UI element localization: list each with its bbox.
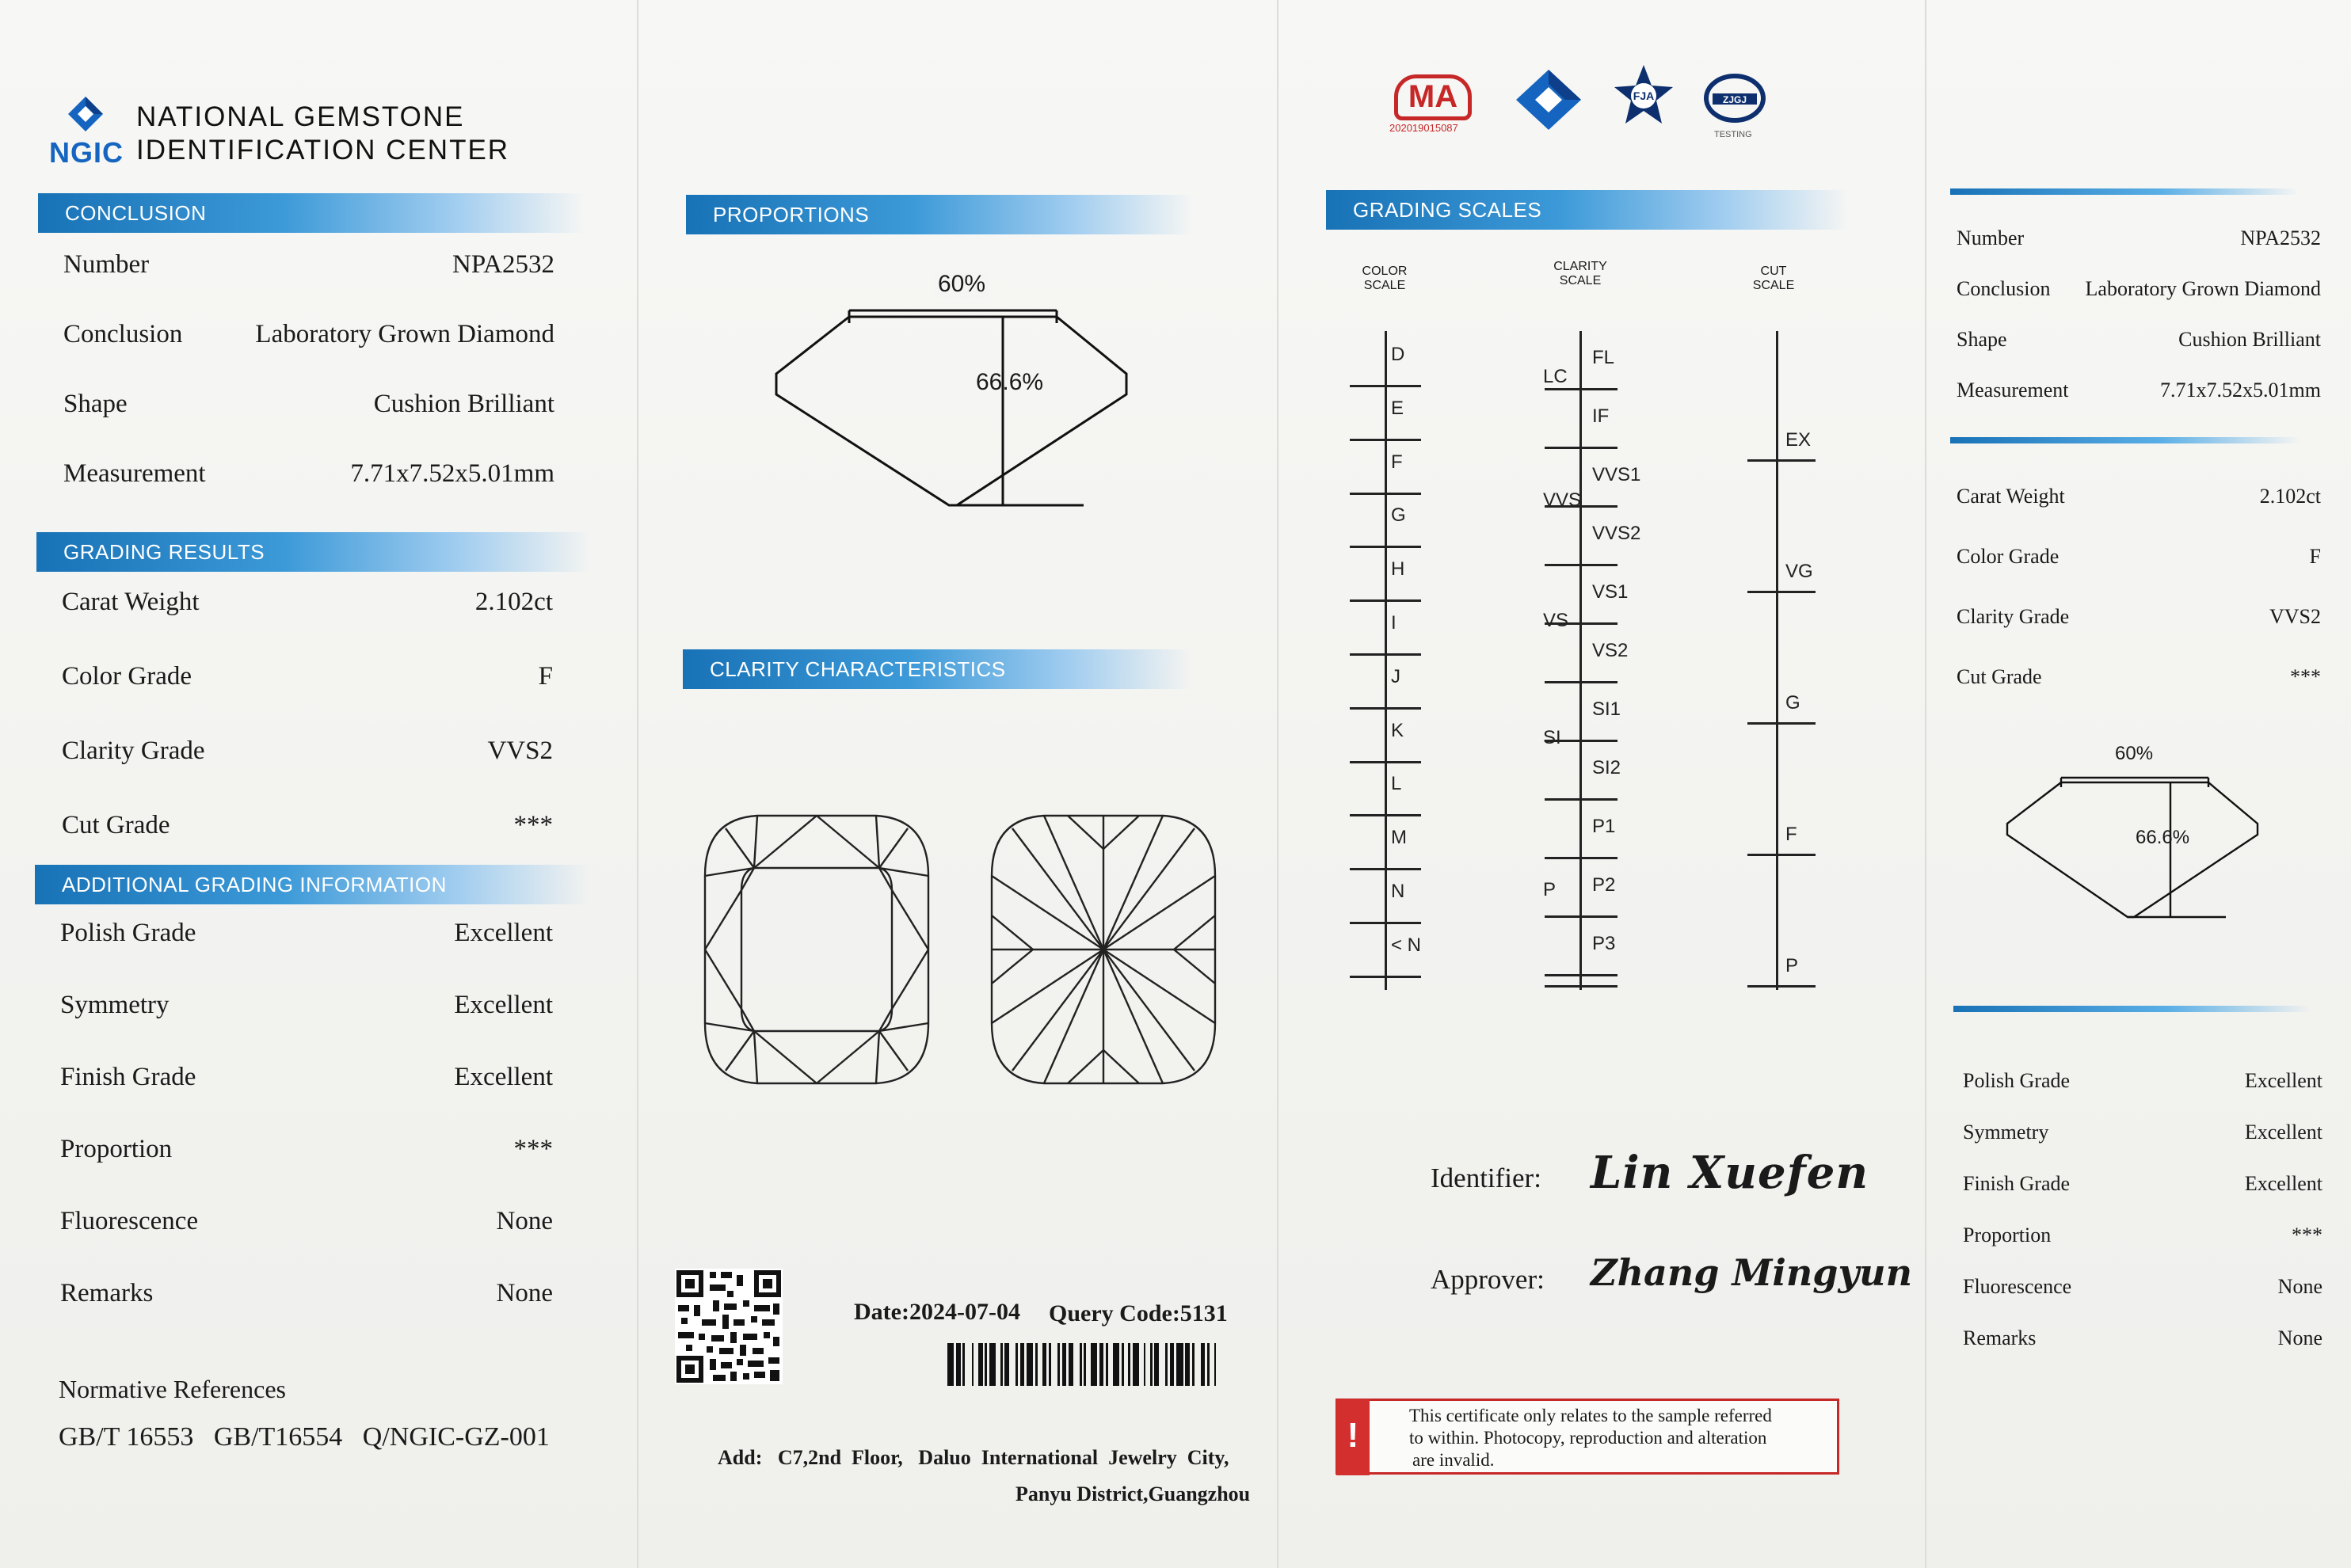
- query-code: Query Code:5131: [1049, 1300, 1228, 1326]
- clarity-scale-grade: SI1: [1592, 698, 1621, 720]
- fja-star-icon: [1613, 63, 1675, 127]
- clarity-plot-pavilion: [989, 813, 1218, 1087]
- fold-line-3: [1925, 0, 1926, 1568]
- zjgj-logo-icon: [1703, 73, 1766, 125]
- identifier-label: Identifier:: [1431, 1163, 1541, 1193]
- stub-extra-row-value: ***: [2292, 1224, 2322, 1246]
- proportion-diagram: [768, 261, 1133, 515]
- grading-row-value: F: [538, 662, 553, 691]
- clarity-scale-tick: [1545, 985, 1618, 988]
- cut-scale-tick: [1747, 985, 1816, 988]
- additional-row-label: Remarks: [60, 1279, 154, 1307]
- color-scale-tick: [1350, 546, 1421, 548]
- barcode-bar: [1051, 1343, 1057, 1386]
- stub-grade-row-label: Color Grade: [1957, 545, 2060, 568]
- clarity-scale-axis: [1579, 331, 1582, 990]
- clarity-scale-tick: [1545, 388, 1618, 390]
- conclusion-row-label: Shape: [63, 390, 128, 418]
- additional-row-value: Excellent: [454, 991, 553, 1019]
- additional-row-label: Polish Grade: [60, 919, 196, 947]
- qr-code-icon[interactable]: [675, 1269, 783, 1384]
- stub-extra-row: [1963, 1069, 2322, 1093]
- notice-box: [1336, 1399, 1839, 1475]
- conclusion-row-label: Measurement: [63, 459, 206, 488]
- stub-extra-row-label: Polish Grade: [1963, 1069, 2071, 1092]
- address-line1: Add: C7,2nd Floor, Daluo International Jewelry City,: [718, 1446, 1229, 1469]
- stub-row-label: Number: [1957, 226, 2025, 249]
- clarity-scale-tick: [1545, 974, 1618, 976]
- stub-proportion-table: 60%: [2115, 743, 2154, 764]
- stub-grade-row-value: VVS2: [2269, 605, 2321, 628]
- cut-scale-grade: P: [1785, 955, 1799, 976]
- color-scale-tick: [1350, 814, 1421, 816]
- cut-scale-title: [1746, 265, 1801, 293]
- color-scale-axis: [1385, 331, 1387, 990]
- clarity-scale-grade: FL: [1592, 347, 1615, 368]
- grading-row-label: Cut Grade: [62, 811, 170, 839]
- color-scale-grade: D: [1391, 344, 1405, 365]
- notice-line2: to within. Photocopy, reproduction and alteration: [1409, 1428, 1767, 1448]
- color-scale-tick: [1350, 976, 1421, 978]
- color-scale-tick: [1350, 707, 1421, 710]
- clarity-scale-grade: P1: [1592, 816, 1616, 837]
- color-scale-tick: [1350, 761, 1421, 763]
- stub-grade-row-value: F: [2309, 545, 2321, 568]
- org-name-line1: NATIONAL GEMSTONE: [136, 101, 465, 132]
- normative-refs: GB/T 16553 GB/T16554 Q/NGIC-GZ-001: [59, 1422, 550, 1452]
- stub-extra-row: [1963, 1121, 2322, 1144]
- stub-grade-row: [1957, 485, 2321, 508]
- cut-scale-tick: [1747, 459, 1816, 462]
- conclusion-row: [63, 459, 554, 489]
- clarity-scale-tick: [1545, 857, 1618, 859]
- cut-scale-title-2: SCALE: [1752, 279, 1795, 292]
- cut-scale-tick: [1747, 722, 1816, 725]
- clarity-scale-grade: VVS1: [1592, 464, 1641, 485]
- barcode-bar: [965, 1343, 971, 1386]
- conclusion-row: [63, 250, 554, 280]
- stub-extra-row: [1963, 1224, 2322, 1247]
- section-clarity-characteristics: CLARITY CHARACTERISTICS: [683, 649, 1190, 689]
- additional-row: [60, 919, 553, 948]
- additional-row: [60, 1135, 553, 1164]
- testing-text: TESTING: [1714, 130, 1752, 139]
- additional-row: [60, 991, 553, 1020]
- stub-grade-row-label: Cut Grade: [1957, 665, 2042, 688]
- color-scale-title-2: SCALE: [1363, 279, 1406, 292]
- barcode-bar: [1073, 1343, 1080, 1386]
- stub-grade-row: [1957, 665, 2321, 689]
- conclusion-row: [63, 320, 554, 349]
- conclusion-row-label: Number: [63, 250, 150, 279]
- color-scale-tick: [1350, 922, 1421, 924]
- cma-text: MA: [1408, 79, 1458, 114]
- stub-row-label: Shape: [1957, 328, 2007, 351]
- color-scale-grade: I: [1391, 612, 1397, 634]
- color-scale-tick: [1350, 599, 1421, 602]
- notice-line1: This certificate only relates to the sample referred: [1409, 1406, 1772, 1425]
- stub-divider-mid: [1950, 437, 2299, 443]
- stub-row: [1957, 277, 2321, 301]
- additional-row-label: Fluorescence: [60, 1207, 199, 1235]
- additional-row-value: Excellent: [454, 919, 553, 947]
- stub-proportion-diagram: [2004, 760, 2265, 934]
- barcode-bar: [1176, 1343, 1183, 1386]
- stub-row: [1957, 328, 2321, 352]
- stub-extra-row-value: Excellent: [2244, 1069, 2322, 1092]
- color-scale-tick: [1350, 868, 1421, 870]
- clarity-scale-grade: P3: [1592, 933, 1616, 954]
- additional-row: [60, 1279, 553, 1308]
- grading-row: [62, 662, 553, 691]
- color-scale-grade: < N: [1391, 934, 1422, 956]
- stub-row-value: Cushion Brilliant: [2178, 328, 2321, 351]
- cut-scale-tick: [1747, 591, 1816, 593]
- stub-extra-row-value: Excellent: [2244, 1121, 2322, 1144]
- conclusion-row-value: NPA2532: [452, 250, 554, 279]
- stub-row-value: Laboratory Grown Diamond: [2085, 277, 2321, 300]
- cut-scale-tick: [1747, 854, 1816, 856]
- proportion-table: 60%: [935, 271, 989, 298]
- fja-text: FJA: [1633, 89, 1655, 102]
- stub-row: [1957, 226, 2321, 250]
- address-line2: Panyu District,Guangzhou: [1015, 1482, 1251, 1505]
- clarity-scale-group: VVS: [1543, 489, 1582, 511]
- clarity-scale-grade: IF: [1592, 405, 1610, 427]
- stub-grade-row-label: Carat Weight: [1957, 485, 2065, 508]
- clarity-scale-grade: VVS2: [1592, 523, 1641, 544]
- color-scale-grade: H: [1391, 558, 1405, 580]
- additional-row: [60, 1207, 553, 1236]
- additional-row: [60, 1063, 553, 1092]
- barcode-bar: [1133, 1343, 1139, 1386]
- normative-title: Normative References: [59, 1375, 286, 1403]
- color-scale-grade: N: [1391, 881, 1405, 902]
- stub-extra-row: [1963, 1326, 2322, 1350]
- barcode-bar: [989, 1343, 996, 1386]
- color-scale-title-1: COLOR: [1362, 265, 1408, 278]
- clarity-scale-tick: [1545, 564, 1618, 566]
- cut-scale-grade: EX: [1785, 429, 1812, 451]
- org-name-line2: IDENTIFICATION CENTER: [136, 135, 510, 166]
- additional-row-value: Excellent: [454, 1063, 553, 1091]
- color-scale-tick: [1350, 493, 1421, 495]
- grading-row: [62, 588, 553, 617]
- approver-label: Approver:: [1431, 1264, 1545, 1295]
- clarity-scale-grade: VS2: [1592, 640, 1629, 661]
- additional-row-label: Finish Grade: [60, 1063, 196, 1091]
- clarity-scale-grade: SI2: [1592, 757, 1621, 778]
- grading-row: [62, 736, 553, 766]
- grading-row-value: ***: [513, 811, 553, 839]
- barcode-bar: [1027, 1343, 1033, 1386]
- stub-extra-row-label: Finish Grade: [1963, 1172, 2071, 1195]
- ngic-logo-text: NGIC: [49, 136, 124, 169]
- stub-extra-row-label: Remarks: [1963, 1326, 2037, 1349]
- color-scale-grade: K: [1391, 719, 1404, 741]
- conclusion-row-value: 7.71x7.52x5.01mm: [350, 459, 554, 488]
- clarity-scale-group: P: [1543, 879, 1557, 900]
- color-scale-grade: J: [1391, 665, 1400, 687]
- stub-grade-row-label: Clarity Grade: [1957, 605, 2070, 628]
- stub-row-label: Conclusion: [1957, 277, 2051, 300]
- stub-row-value: NPA2532: [2240, 226, 2321, 249]
- barcode-bar: [1091, 1343, 1097, 1386]
- stub-grade-row: [1957, 605, 2321, 629]
- color-scale-grade: E: [1391, 397, 1404, 419]
- ngic-logo-icon: [55, 95, 116, 139]
- notice-line3: are invalid.: [1412, 1450, 1495, 1470]
- additional-row-value: None: [496, 1279, 553, 1307]
- clarity-scale-grade: VS1: [1592, 581, 1629, 603]
- conclusion-row-value: Cushion Brilliant: [373, 390, 554, 418]
- stub-grade-row: [1957, 545, 2321, 569]
- clarity-plot-crown: [702, 813, 932, 1087]
- section-additional: ADDITIONAL GRADING INFORMATION: [35, 865, 589, 904]
- warning-icon: [1336, 1399, 1370, 1475]
- cma-logo-icon: [1394, 74, 1472, 120]
- grading-row: [62, 811, 553, 840]
- additional-row-label: Symmetry: [60, 991, 170, 1019]
- zjgj-text: ZJGJ: [1722, 94, 1747, 105]
- stub-extra-row-label: Symmetry: [1963, 1121, 2049, 1144]
- clarity-scale-title-1: CLARITY: [1553, 260, 1607, 273]
- color-scale-tick: [1350, 653, 1421, 656]
- color-scale-tick: [1350, 385, 1421, 387]
- additional-row-value: ***: [513, 1135, 553, 1163]
- clarity-scale-grade: P2: [1592, 874, 1616, 896]
- fold-line-2: [1277, 0, 1278, 1568]
- stub-extra-row: [1963, 1172, 2322, 1196]
- section-proportions: PROPORTIONS: [686, 195, 1193, 234]
- section-grading-scales: GRADING SCALES: [1326, 190, 1849, 230]
- stub-row-label: Measurement: [1957, 379, 2069, 402]
- stub-extra-row-value: None: [2277, 1326, 2322, 1349]
- stub-divider-top: [1950, 188, 2299, 195]
- color-scale-grade: G: [1391, 504, 1406, 527]
- cut-scale-grade: F: [1785, 824, 1797, 845]
- stub-grade-row-value: ***: [2290, 665, 2321, 688]
- clarity-scale-group: LC: [1543, 366, 1568, 387]
- cut-scale-grade: G: [1785, 692, 1800, 714]
- barcode-bar: [1216, 1343, 1222, 1386]
- stub-extra-row-label: Fluorescence: [1963, 1275, 2072, 1298]
- approver-signature: Zhang Mingyun: [1591, 1251, 1913, 1294]
- proportion-depth: 66.6%: [976, 369, 1044, 395]
- color-scale-tick: [1350, 439, 1421, 441]
- clarity-scale-title-2: SCALE: [1559, 274, 1602, 287]
- cut-scale-grade: VG: [1785, 561, 1813, 582]
- warning-mark: !: [1347, 1416, 1359, 1455]
- barcode-bar: [1159, 1343, 1165, 1386]
- section-grading-results: GRADING RESULTS: [36, 532, 591, 572]
- stub-proportion-depth: 66.6%: [2136, 827, 2190, 848]
- color-scale-grade: M: [1391, 827, 1407, 849]
- issue-date: Date:2024-07-04: [854, 1299, 1020, 1325]
- clarity-scale-title: [1545, 260, 1616, 288]
- grading-row-label: Color Grade: [62, 662, 192, 691]
- clarity-scale-group: SI: [1543, 727, 1561, 748]
- grading-row-label: Clarity Grade: [62, 736, 205, 765]
- barcode-bar: [1113, 1343, 1119, 1386]
- barcode-bar: [947, 1343, 954, 1386]
- grading-row-label: Carat Weight: [62, 588, 200, 616]
- stub-row: [1957, 379, 2321, 402]
- stub-extra-row-value: Excellent: [2244, 1172, 2322, 1195]
- cut-scale-axis: [1776, 331, 1778, 990]
- clarity-scale-group: VS: [1543, 610, 1569, 631]
- clarity-scale-tick: [1545, 447, 1618, 449]
- clarity-scale-tick: [1545, 681, 1618, 683]
- fold-line-1: [637, 0, 638, 1568]
- stub-extra-row-value: None: [2277, 1275, 2322, 1298]
- barcode[interactable]: [947, 1343, 1223, 1386]
- stub-extra-row: [1963, 1275, 2322, 1299]
- stub-grade-row-value: 2.102ct: [2259, 485, 2321, 508]
- color-scale-grade: L: [1391, 773, 1402, 795]
- stub-extra-row-label: Proportion: [1963, 1224, 2052, 1246]
- grading-row-value: 2.102ct: [474, 588, 553, 616]
- color-scale-title: [1353, 265, 1416, 293]
- conclusion-row-label: Conclusion: [63, 320, 183, 348]
- additional-row-label: Proportion: [60, 1135, 173, 1163]
- grading-row-value: VVS2: [487, 736, 553, 765]
- barcode-bar: [1195, 1343, 1201, 1386]
- clarity-scale-tick: [1545, 915, 1618, 918]
- identifier-signature: Lin Xuefen: [1591, 1147, 1869, 1199]
- conclusion-row: [63, 390, 554, 419]
- section-conclusion: CONCLUSION: [38, 193, 585, 233]
- barcode-bar: [1009, 1343, 1015, 1386]
- additional-row-value: None: [496, 1207, 553, 1235]
- cut-scale-title-1: CUT: [1760, 265, 1787, 278]
- clarity-scale-tick: [1545, 798, 1618, 801]
- conclusion-row-value: Laboratory Grown Diamond: [255, 320, 554, 348]
- cma-number: 202019015087: [1389, 122, 1458, 134]
- stub-row-value: 7.71x7.52x5.01mm: [2160, 379, 2321, 402]
- ngic-mark-icon: [1513, 67, 1584, 133]
- color-scale-grade: F: [1391, 451, 1403, 473]
- stub-divider-bottom: [1953, 1006, 2310, 1012]
